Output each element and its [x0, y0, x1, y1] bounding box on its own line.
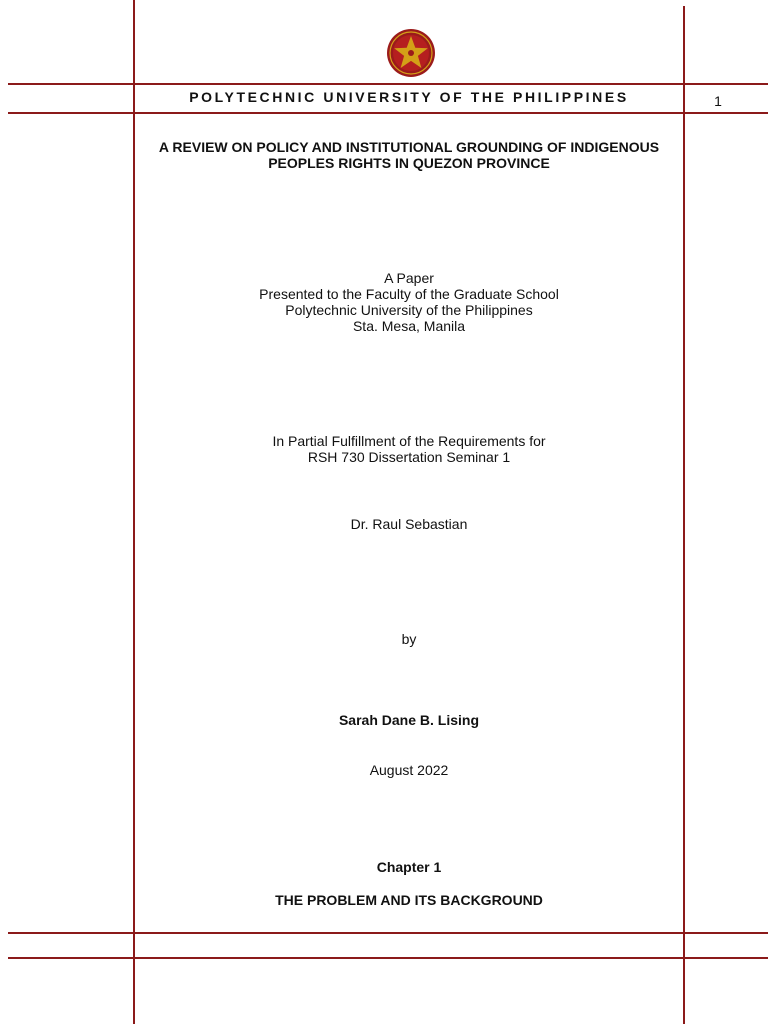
footer-bottom-rule	[8, 957, 768, 959]
adviser-name: Dr. Raul Sebastian	[350, 516, 468, 532]
presentation-line-3: Polytechnic University of the Philippines	[285, 302, 533, 318]
presentation-line-4: Sta. Mesa, Manila	[352, 318, 466, 334]
chapter-title: THE PROBLEM AND ITS BACKGROUND	[275, 892, 543, 908]
presentation-block	[134, 270, 684, 334]
fulfillment-line-2: RSH 730 Dissertation Seminar 1	[307, 449, 511, 465]
university-seal-icon	[386, 28, 436, 78]
fulfillment-line-1: In Partial Fulfillment of the Requirements for	[272, 433, 546, 449]
paper-title-line-1: A REVIEW ON POLICY AND INSTITUTIONAL GROUNDING OF INDIGENOUS	[158, 139, 660, 155]
submission-date: August 2022	[369, 762, 449, 778]
chapter-label: Chapter 1	[376, 859, 442, 875]
by-label: by	[401, 631, 417, 647]
presentation-line-2: Presented to the Faculty of the Graduate School	[259, 286, 559, 302]
fulfillment-block	[134, 433, 684, 465]
author-name: Sarah Dane B. Lising	[338, 712, 480, 728]
header-bottom-rule	[8, 112, 768, 114]
paper-title	[134, 139, 684, 171]
footer-top-rule	[8, 932, 768, 934]
header-top-rule	[8, 83, 768, 85]
paper-title-line-2: PEOPLES RIGHTS IN QUEZON PROVINCE	[268, 155, 550, 171]
presentation-line-1: A Paper	[384, 270, 434, 286]
page-number: 1	[714, 93, 722, 109]
university-name: POLYTECHNIC UNIVERSITY OF THE PHILIPPINES	[189, 89, 629, 105]
